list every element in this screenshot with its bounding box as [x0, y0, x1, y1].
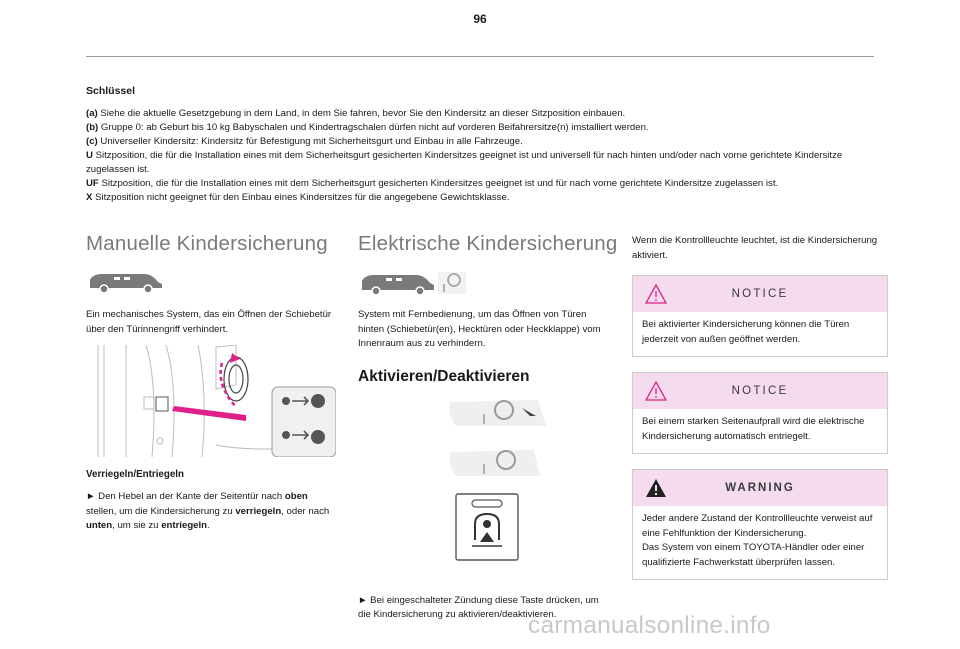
key-text: Sitzposition, die für die Installation eines mit dem Sicherheitsgurt gesicherten Kindersitzes geeignet ist und universell für nach hinten und/oder nach vorne gerichtete Kindersitze zugelassen ist. [86, 150, 843, 175]
warning-box [632, 469, 888, 580]
warning-triangle-icon [645, 381, 667, 401]
notice-header [633, 276, 887, 312]
top-rule [86, 56, 874, 57]
electric-subheading: Aktivieren/Deaktivieren [358, 367, 530, 385]
van-icon [86, 270, 336, 300]
bullet-arrow-icon: ► [86, 491, 96, 502]
bullet-text: stellen, um die Kindersicherung zu [86, 505, 236, 517]
page-number: 96 [473, 12, 487, 26]
key-line [86, 121, 876, 135]
key-label: UF [86, 178, 99, 189]
key-line [86, 149, 876, 177]
bullet-text-bold: entriegeln [161, 520, 208, 531]
key-line [86, 177, 876, 191]
right-column [632, 234, 888, 595]
bullet-text: , oder nach [281, 505, 330, 517]
manual-description: Ein mechanisches System, das ein Öffnen der Schiebetür über den Türinnengriff verhindert. [86, 309, 332, 335]
key-text: Gruppe 0: ab Geburt bis 10 kg Babyschalen und Kindertragschalen dürfen nicht auf vorderen Beifahrersitze(n) imstalliert werden. [98, 122, 649, 133]
bullet-text: . [207, 520, 210, 531]
key-section [86, 84, 876, 205]
manual-bullet [86, 490, 336, 534]
key-label: (a) [86, 108, 98, 119]
warning-triangle-icon [645, 478, 667, 498]
key-line [86, 107, 876, 121]
manual-heading: Manuelle Kindersicherung [86, 232, 328, 255]
notice-box [632, 275, 888, 357]
bullet-text: Bei eingeschalteter Zündung diese Taste drücken, um die Kindersicherung zu aktivieren/deaktivieren. [358, 594, 599, 620]
notice-text: Bei aktivierter Kindersicherung können die Türen jederzeit von außen geöffnet werden. [642, 319, 850, 345]
key-line [86, 191, 876, 205]
electric-column [358, 232, 618, 623]
warning-label: WARNING [725, 482, 795, 494]
warning-triangle-icon [645, 284, 667, 304]
key-text: Sitzposition nicht geeignet für den Einbau eines Kindersitzes für die angegebene Gewichtsklasse. [92, 192, 510, 203]
notice-label: NOTICE [731, 385, 789, 397]
electric-heading: Elektrische Kindersicherung [358, 232, 618, 255]
door-lever-illustration [86, 345, 336, 457]
key-text: Universeller Kindersitz: Kindersitz für Befestigung mit Sicherheitsgurt und Einbau in alle Fahrzeuge. [97, 136, 523, 147]
warning-text: Jeder andere Zustand der Kontrollleuchte verweist auf eine Fehlfunktion der Kindersicherung. Das System von einem TOYOTA-Händler oder einer qualifizierte Fachwerkstatt überprüfen lassen. [642, 513, 873, 568]
bullet-text: Den Hebel an der Kante der Seitentür nach [98, 491, 285, 502]
bullet-text-bold: unten [86, 520, 113, 531]
manual-column [86, 232, 336, 534]
notice-header [633, 373, 887, 409]
key-label: X [86, 192, 93, 203]
key-label: (c) [86, 136, 98, 147]
van-steering-icon [358, 270, 610, 300]
key-text: Siehe die aktuelle Gesetzgebung in dem Land, in dem Sie fahren, bevor Sie den Kindersitz an dieser Sitzposition einbauen. [97, 108, 626, 119]
notice-text: Bei einem starken Seitenaufprall wird die elektrische Kindersicherung automatisch entriegelt. [642, 416, 865, 442]
key-label: (b) [86, 122, 99, 133]
manual-subheading: Verriegeln/Entriegeln [86, 469, 185, 480]
electric-description: System mit Fernbedienung, um das Öffnen von Türen hinten (Schiebetür(en), Hecktüren oder Heckklappe) vom Innenraum aus zu verhindern. [358, 309, 601, 349]
notice-label: NOTICE [731, 288, 789, 300]
indicator-intro: Wenn die Kontrollleuchte leuchtet, ist die Kindersicherung aktiviert. [632, 235, 878, 261]
watermark: carmanualsonline.info [528, 612, 771, 639]
warning-header [633, 470, 887, 506]
key-label: U [86, 150, 93, 161]
notice-box [632, 372, 888, 454]
key-line [86, 135, 876, 149]
bullet-arrow-icon: ► [358, 594, 368, 606]
key-title: Schlüssel [86, 85, 136, 97]
bullet-text: , um sie zu [112, 520, 162, 531]
dashboard-illustration [358, 396, 610, 586]
bullet-text-bold: oben [284, 491, 308, 502]
bullet-text-bold: verriegeln [235, 505, 282, 517]
key-text: Sitzposition, die für die Installation eines mit dem Sicherheitsgurt gesicherten Kindersitzes geeignet ist und für nach vorne gerichtete Kindersitze zugelassen ist. [98, 178, 779, 189]
